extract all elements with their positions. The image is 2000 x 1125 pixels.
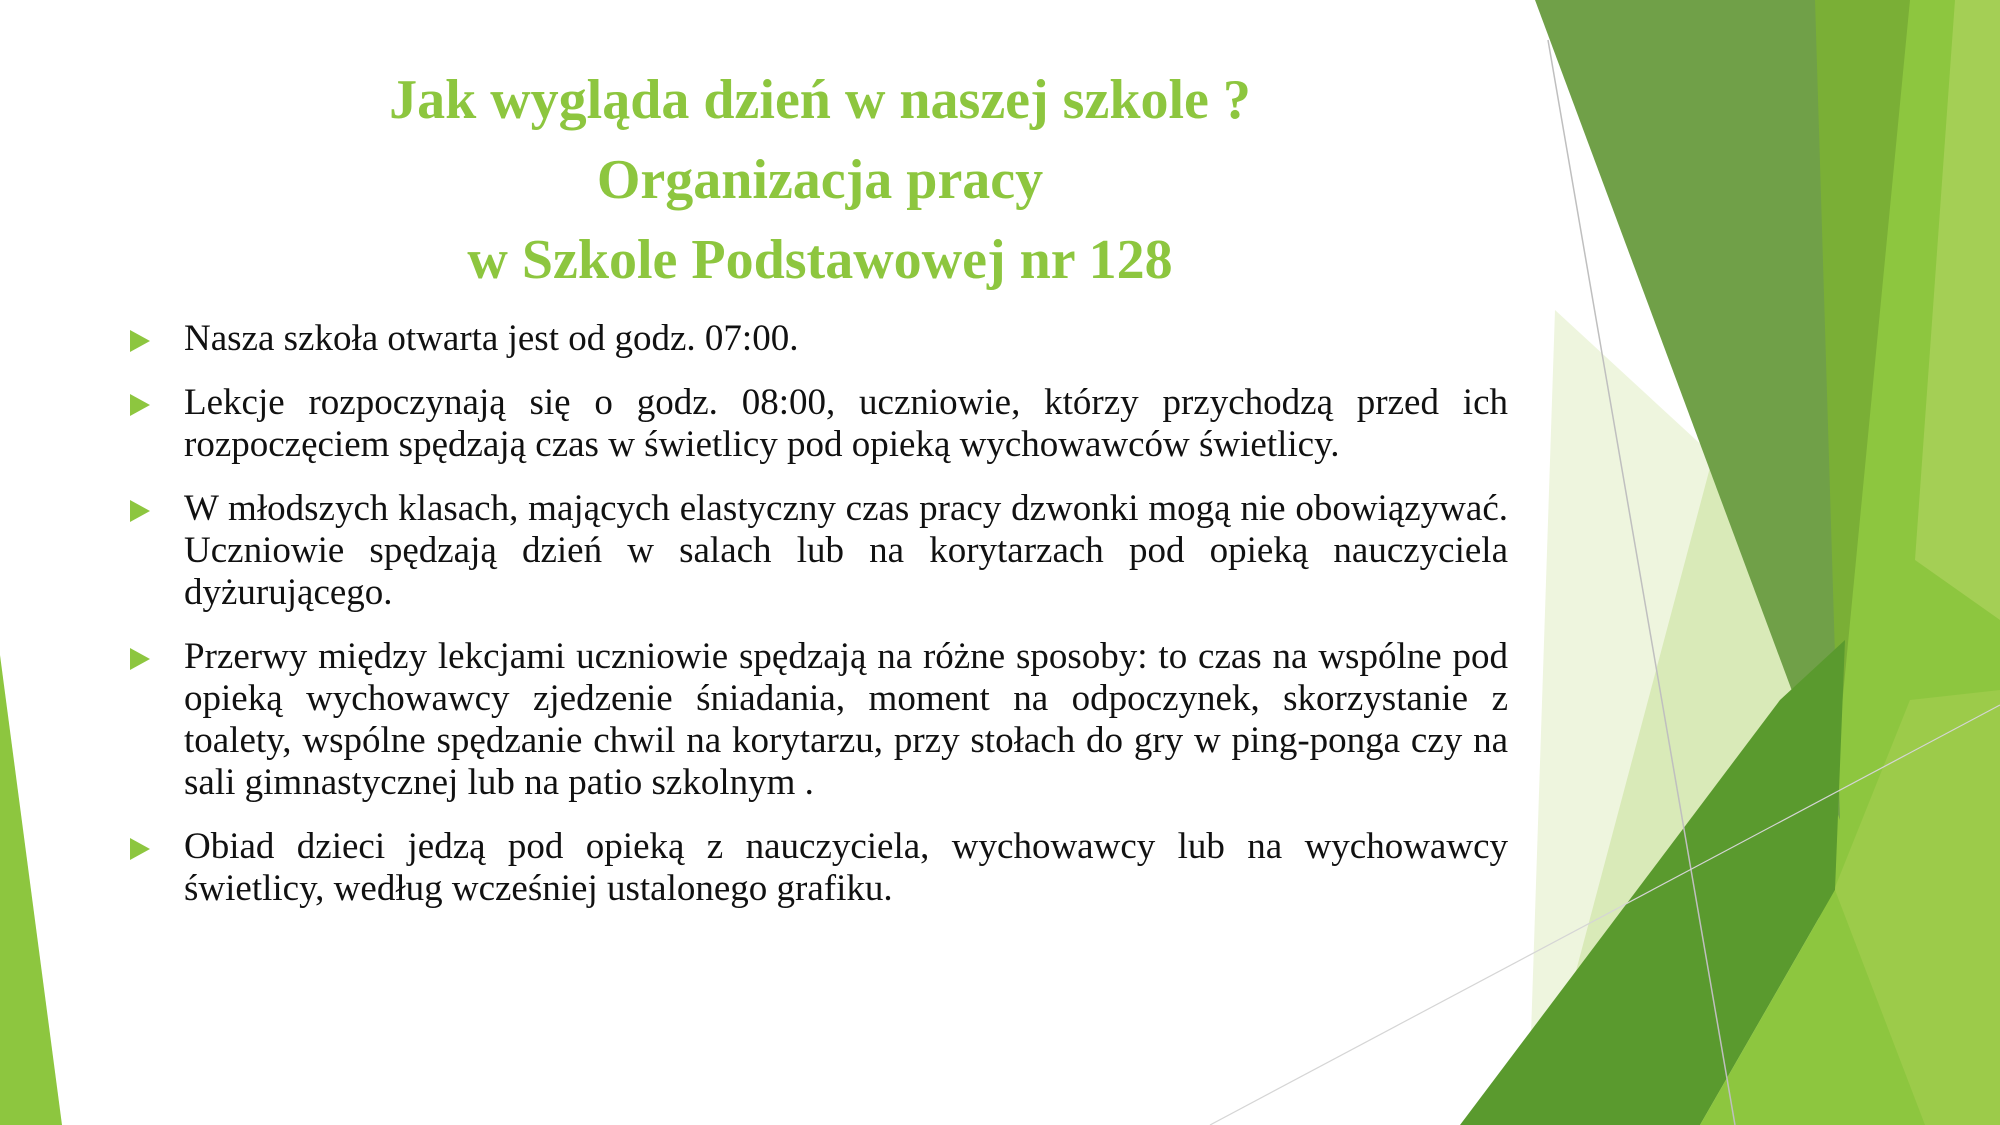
bullet-item: [128, 318, 1508, 360]
slide-title: [200, 60, 1440, 300]
bullet-list: [128, 318, 1508, 932]
title-line: w Szkole Podstawowej nr 128: [467, 229, 1173, 291]
bullet-item: [128, 488, 1508, 614]
triangle-bullet-icon: [130, 500, 150, 522]
bullet-item: [128, 636, 1508, 804]
bullet-text: Lekcje rozpoczynają się o godz. 08:00, uczniowie, którzy przychodzą przed ich rozpoczęciem spędzają czas w świetlicy pod opieką wychowawców świetlicy.: [184, 382, 1508, 465]
title-line: Organizacja pracy: [596, 149, 1044, 211]
title-line: Jak wygląda dzień w naszej szkole ?: [389, 69, 1251, 131]
triangle-bullet-icon: [130, 648, 150, 670]
bullet-text: Obiad dzieci jedzą pod opieką z nauczyciela, wychowawcy lub na wychowawcy świetlicy, według wcześniej ustalonego grafiku.: [184, 826, 1508, 909]
bullet-item: [128, 826, 1508, 910]
bullet-text: W młodszych klasach, mających elastyczny czas pracy dzwonki mogą nie obowiązywać. Uczniowie spędzają dzień w salach lub na korytarzach pod opieką nauczyciela dyżurującego.: [184, 488, 1508, 613]
bullet-item: [128, 382, 1508, 466]
bullet-text: Przerwy między lekcjami uczniowie spędzają na różne sposoby: to czas na wspólne pod opieką wychowawcy zjedzenie śniadania, moment na odpoczynek, skorzystanie z toalety, wspólne spędzanie chwil na korytarzu, przy stołach do gry w ping-ponga czy na sali gimnastycznej lub na patio szkolnym .: [184, 636, 1508, 803]
triangle-bullet-icon: [130, 394, 150, 416]
bullet-text: Nasza szkoła otwarta jest od godz. 07:00.: [184, 318, 799, 359]
left-green-sliver: [0, 655, 62, 1125]
triangle-bullet-icon: [130, 330, 150, 352]
triangle-bullet-icon: [130, 838, 150, 860]
